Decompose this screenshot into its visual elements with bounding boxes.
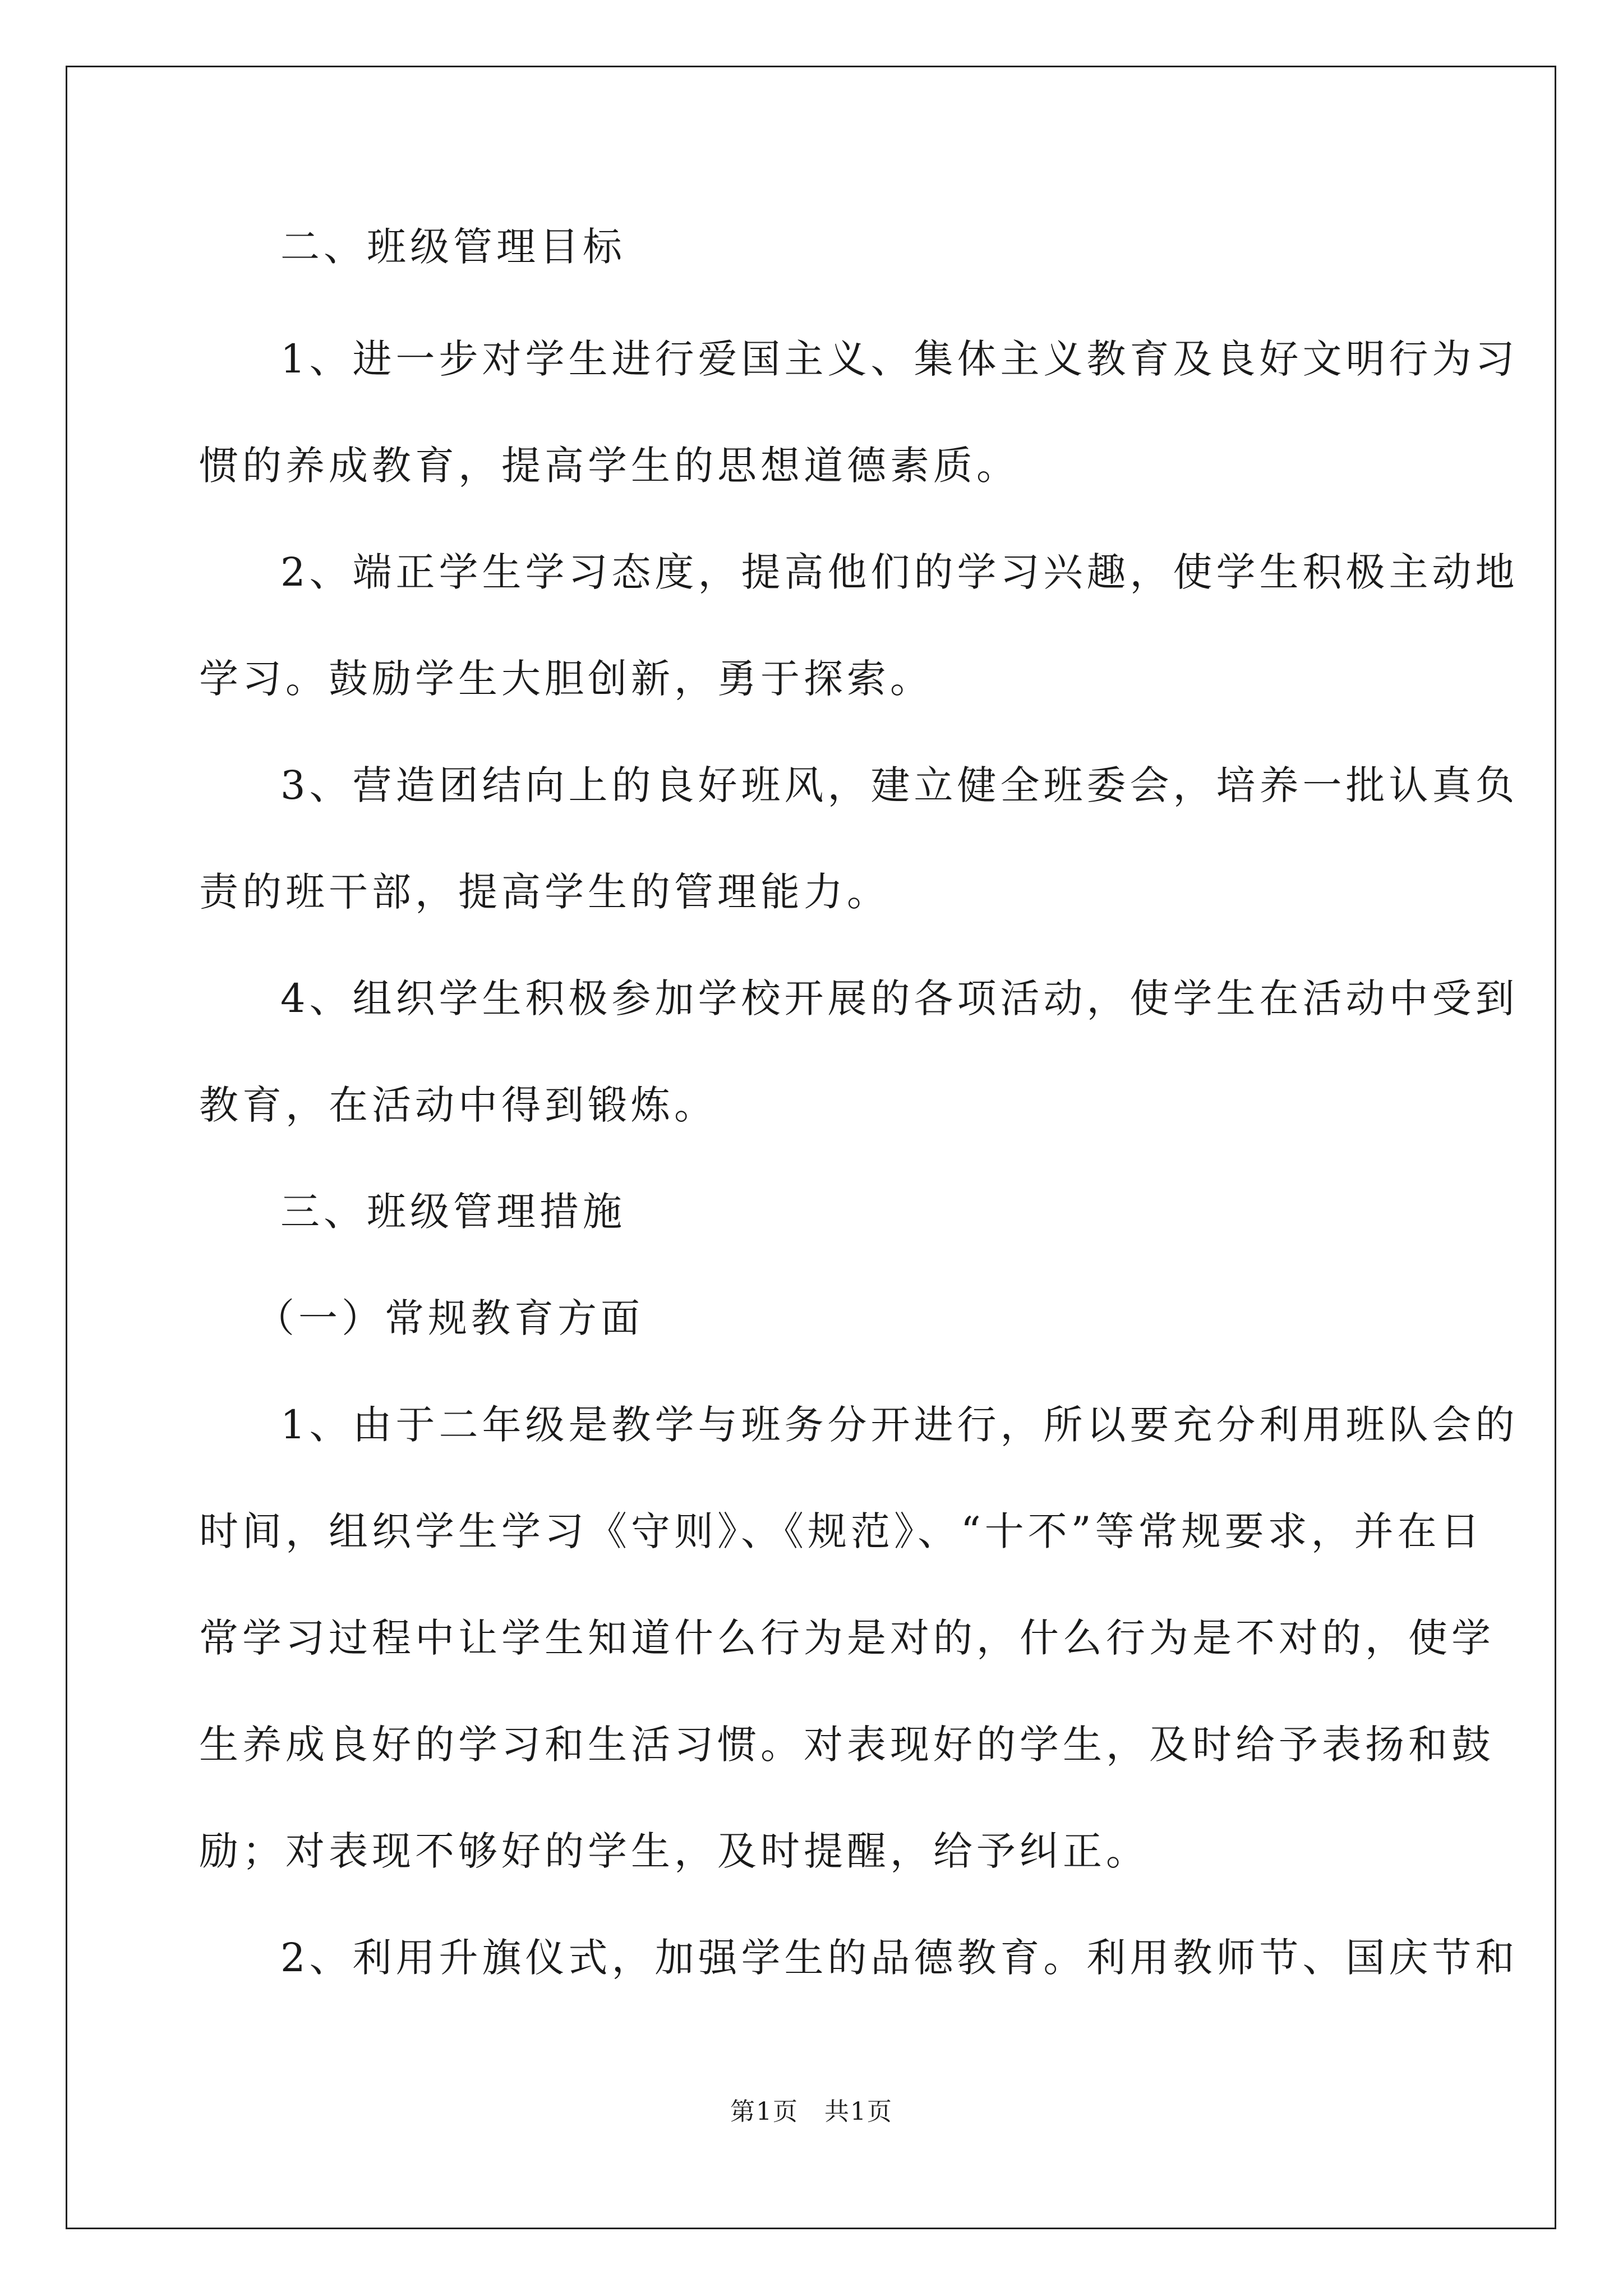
paragraph-line: 2、端正学生学习态度，提高他们的学习兴趣，使学生积极主动地 xyxy=(280,549,1519,595)
paragraph-line: 4、组织学生积极参加学校开展的各项活动，使学生在活动中受到 xyxy=(280,976,1519,1022)
page-number-footer: 第1页 共1页 xyxy=(730,2097,893,2126)
paragraph-line: 1、进一步对学生进行爱国主义、集体主义教育及良好文明行为习 xyxy=(280,336,1519,382)
paragraph-line: 惯的养成教育，提高学生的思想道德素质。 xyxy=(199,443,1020,489)
section-heading: 二、班级管理目标 xyxy=(280,224,626,270)
paragraph-line: 生养成良好的学习和生活习惯。对表现好的学生，及时给予表扬和鼓 xyxy=(199,1722,1495,1768)
paragraph-line: 时间，组织学生学习《守则》、《规范》、“十不”等常规要求，并在日 xyxy=(199,1508,1484,1554)
paragraph-line: 1、由于二年级是教学与班务分开进行，所以要充分利用班队会的 xyxy=(280,1402,1519,1448)
subsection-heading: （一）常规教育方面 xyxy=(255,1295,644,1341)
page-border xyxy=(66,66,1556,2229)
paragraph-line: 责的班干部，提高学生的管理能力。 xyxy=(199,869,890,915)
paragraph-line: 学习。鼓励学生大胆创新，勇于探索。 xyxy=(199,656,933,702)
paragraph-line: 3、营造团结向上的良好班风，建立健全班委会，培养一批认真负 xyxy=(280,762,1519,808)
paragraph-line: 励；对表现不够好的学生，及时提醒，给予纠正。 xyxy=(199,1828,1149,1874)
paragraph-line: 常学习过程中让学生知道什么行为是对的，什么行为是不对的，使学 xyxy=(199,1615,1495,1661)
paragraph-line: 教育，在活动中得到锻炼。 xyxy=(199,1082,717,1128)
paragraph-line: 2、利用升旗仪式，加强学生的品德教育。利用教师节、国庆节和 xyxy=(280,1935,1519,1981)
section-heading: 三、班级管理措施 xyxy=(280,1189,626,1235)
